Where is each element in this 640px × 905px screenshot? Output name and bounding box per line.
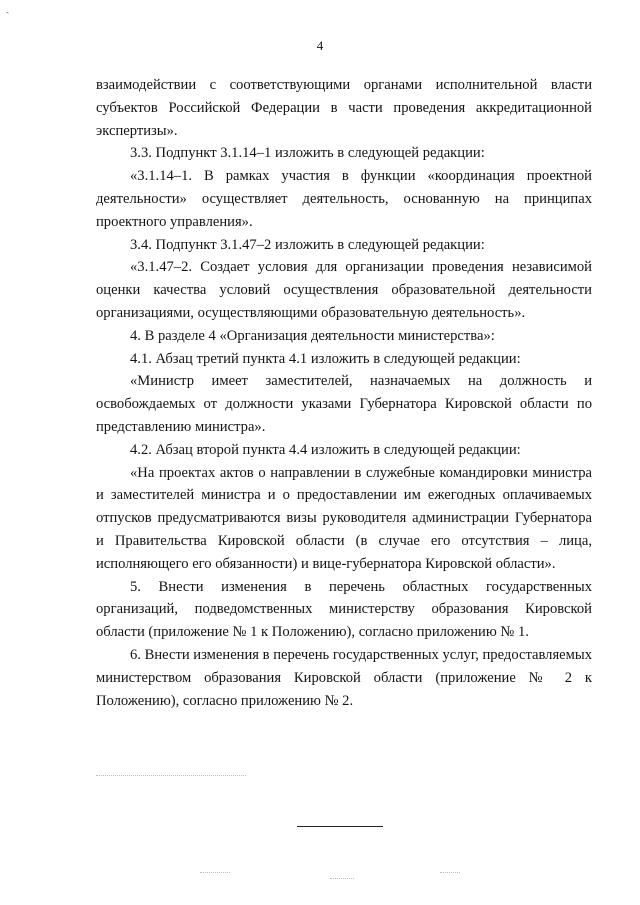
- end-separator-line: [297, 826, 383, 827]
- scan-artifact-line: [96, 775, 246, 776]
- paragraph-visas: «На проектах актов о направлении в служебные командировки министра и заместителей министра и о предоставлении им ежегодных оплачиваемых отпусков предусматриваются визы руководителя администрации Губернатора и Правительства Кировской области (в случае его отсутствия – лица, исполняющего его обязанности) и вице-губернатора Кировской области».: [96, 464, 592, 572]
- scan-artifact-dots: [330, 878, 354, 879]
- paragraph-6: 6. Внести изменения в перечень государственных услуг, предоставляемых министерством образования Кировской области (приложение № 2 к Положению), согласно приложению № 2.: [96, 646, 592, 709]
- page-number: 4: [316, 38, 324, 53]
- document-body: [96, 74, 592, 712]
- scan-artifact-dots: [440, 872, 460, 873]
- paragraph-continuation: взаимодействии с соответствующими органами исполнительной власти субъектов Российской Федерации в части проведения аккредитационной экспертизы».: [96, 77, 592, 139]
- paragraph-4: 4. В разделе 4 «Организация деятельности министерства»:: [130, 327, 495, 344]
- paragraph-3-4: 3.4. Подпункт 3.1.47–2 изложить в следующей редакции:: [130, 236, 485, 253]
- paragraph-minister-deputies: «Министр имеет заместителей, назначаемых на должность и освобождаемых от должности указами Губернатора Кировской области по представлению министра».: [96, 373, 592, 435]
- paragraph-3-3: 3.3. Подпункт 3.1.14–1 изложить в следующей редакции:: [130, 145, 485, 162]
- paragraph-4-2: 4.2. Абзац второй пункта 4.4 изложить в следующей редакции:: [130, 441, 521, 458]
- scan-artifact-dots: [200, 872, 230, 873]
- paragraph-4-1: 4.1. Абзац третий пункта 4.1 изложить в следующей редакции:: [130, 350, 521, 367]
- scan-corner-mark: `: [4, 8, 14, 24]
- paragraph-3-1-14-1: «3.1.14–1. В рамках участия в функции «координация проектной деятельности» осуществляет деятельность, основанную на принципах проектного управления».: [96, 168, 592, 230]
- paragraph-3-1-47-2: «3.1.47–2. Создает условия для организации проведения независимой оценки качества условий осуществления образовательной деятельности организациями, осуществляющими образовательную деятельность».: [96, 259, 592, 321]
- paragraph-5: 5. Внести изменения в перечень областных государственных организаций, подведомственных министерству образования Кировской области (приложение № 1 к Положению), согласно приложению № 1.: [96, 578, 592, 641]
